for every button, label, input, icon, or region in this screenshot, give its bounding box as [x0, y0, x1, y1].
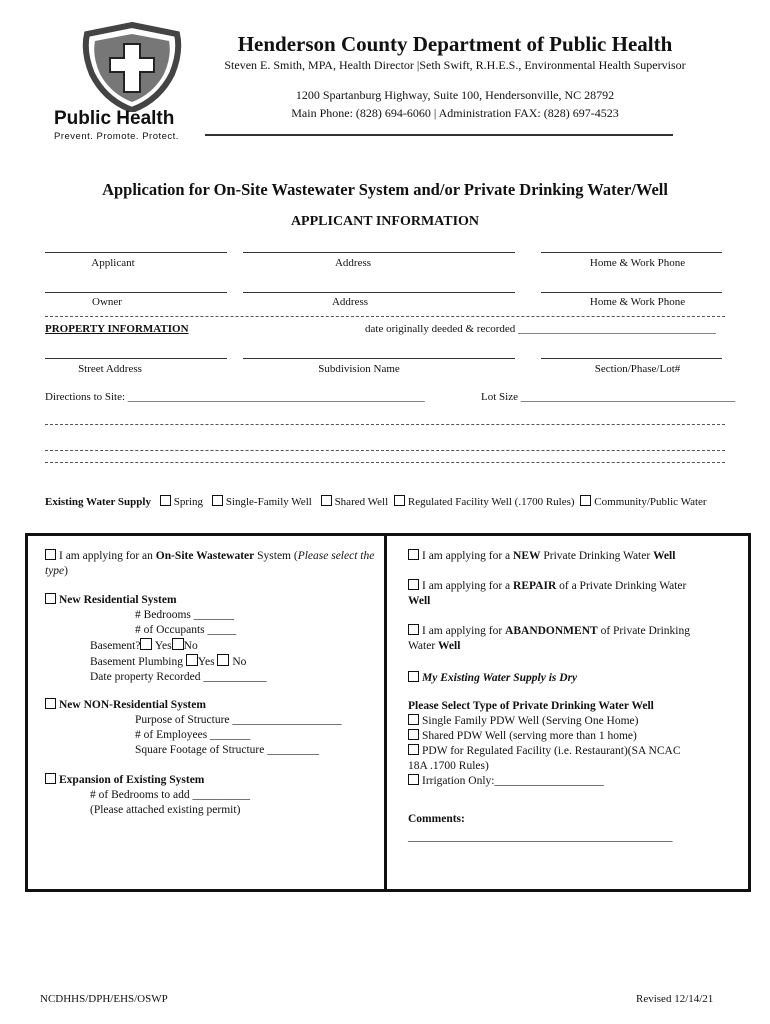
org-title: Henderson County Department of Public Health	[237, 32, 673, 56]
basement-yes-checkbox[interactable]	[140, 638, 152, 650]
community-water-checkbox[interactable]	[580, 495, 591, 506]
abandon-option	[408, 624, 728, 654]
logo-text: Public Health	[54, 108, 175, 129]
occupants-field[interactable]: # of Occupants _____	[135, 624, 237, 636]
select-type-heading: Please Select Type of Private Drinking Water Well	[408, 700, 654, 712]
public-health-logo	[52, 22, 192, 142]
street-address-text: 1200 Spartanburg Highway, Suite 100, Hendersonville, NC 28792	[295, 88, 615, 102]
shield-cross-icon	[77, 22, 187, 112]
owner-phone-field[interactable]	[541, 292, 722, 293]
new-well-option	[408, 549, 728, 564]
single-family-pdw-checkbox[interactable]	[408, 714, 419, 725]
subdivision-field[interactable]	[243, 358, 515, 359]
left-column	[45, 549, 375, 818]
lot-size-field[interactable]: Lot Size _______________________________________	[481, 391, 736, 403]
regulated-pdw-label: PDW for Regulated Facility (i.e. Restaurant)(SA NCAC	[422, 745, 681, 757]
type-option-4	[408, 774, 728, 789]
box-divider	[384, 533, 387, 892]
abandon-post: of Private Drinking	[597, 625, 690, 637]
new-nonresidential-label: New NON-Residential System	[59, 699, 206, 711]
shared-well-checkbox[interactable]	[321, 495, 332, 506]
owner-phone-label: Home & Work Phone	[589, 296, 686, 308]
logo-tagline: Prevent. Promote. Protect.	[54, 131, 179, 142]
org-address	[205, 86, 705, 122]
abandon-well: Well	[438, 640, 461, 652]
sqft-field[interactable]: Square Footage of Structure _________	[135, 744, 319, 756]
applicant-address-field[interactable]	[243, 252, 515, 253]
onsite-text-post: System (	[254, 550, 298, 562]
new-well-well: Well	[653, 550, 676, 562]
plumbing-yes-label: Yes	[197, 656, 215, 668]
shared-pdw-label: Shared PDW Well (serving more than 1 home)	[422, 730, 637, 742]
type-option-1	[408, 714, 728, 729]
onsite-text-italic: Please select the type	[45, 550, 375, 577]
single-family-pdw-label: Single Family PDW Well (Serving One Home)	[422, 715, 639, 727]
dry-checkbox[interactable]	[408, 671, 419, 682]
separator	[45, 316, 725, 317]
phone-label: Home & Work Phone	[589, 257, 686, 269]
section-lot-field[interactable]	[541, 358, 722, 359]
owner-address-label: Address	[331, 296, 369, 308]
address-label: Address	[334, 257, 372, 269]
section-label: Section/Phase/Lot#	[594, 363, 681, 375]
onsite-option	[45, 549, 375, 579]
dry-label: My Existing Water Supply is Dry	[422, 672, 578, 684]
street-label: Street Address	[78, 363, 142, 375]
expansion-label: Expansion of Existing System	[59, 774, 205, 786]
basement-plumbing-label: Basement Plumbing	[90, 656, 183, 668]
basement-row	[45, 638, 375, 654]
subdivision-label: Subdivision Name	[318, 363, 400, 375]
water-supply-row	[45, 495, 707, 508]
repair-pre: I am applying for a	[422, 580, 514, 592]
plumbing-no-checkbox[interactable]	[217, 654, 229, 666]
attach-permit-note: (Please attached existing permit)	[90, 804, 241, 816]
irrigation-checkbox[interactable]	[408, 774, 419, 785]
regulated-pdw-checkbox[interactable]	[408, 744, 419, 755]
new-well-mid: Private Drinking Water	[540, 550, 654, 562]
repair-post: of a Private Drinking Water	[556, 580, 687, 592]
applicant-phone-field[interactable]	[541, 252, 722, 253]
directions-field[interactable]: Directions to Site: ______________________________________________________	[45, 391, 425, 403]
type-option-3	[408, 744, 728, 759]
separator-2	[45, 462, 725, 463]
basement-no-label: No	[183, 640, 198, 652]
spring-checkbox[interactable]	[160, 495, 171, 506]
date-recorded-field[interactable]: Date property Recorded ___________	[90, 671, 267, 683]
new-residential-label: New Residential System	[59, 594, 177, 606]
officials: Steven E. Smith, MPA, Health Director |Seth Swift, R.H.E.S., Environmental Health Supervisor	[224, 58, 686, 72]
deeded-date-field[interactable]: date originally deeded & recorded ____________________________________	[365, 323, 717, 335]
new-nonresidential-checkbox[interactable]	[45, 698, 56, 709]
repair-option	[408, 579, 728, 609]
footer-code: NCDHHS/DPH/EHS/OSWP	[40, 993, 168, 1005]
abandon-line2: Water	[408, 640, 439, 652]
shared-pdw-checkbox[interactable]	[408, 729, 419, 740]
spring-label: Spring	[173, 496, 204, 508]
applicant-heading: APPLICANT INFORMATION	[290, 214, 480, 229]
irrigation-field[interactable]: Irrigation Only:___________________	[422, 775, 604, 787]
dry-option	[408, 671, 728, 686]
purpose-field[interactable]: Purpose of Structure ___________________	[135, 714, 342, 726]
repair-well: Well	[408, 595, 431, 607]
basement-yes-label: Yes	[154, 640, 172, 652]
repair-checkbox[interactable]	[408, 579, 419, 590]
directions-line-1[interactable]	[45, 424, 725, 425]
phone-text: Main Phone: (828) 694-6060 | Administration FAX: (828) 697-4523	[291, 106, 619, 120]
comments-field[interactable]: ______________________________________________	[408, 831, 673, 843]
expansion-checkbox[interactable]	[45, 773, 56, 784]
new-well-checkbox[interactable]	[408, 549, 419, 560]
single-family-well-checkbox[interactable]	[212, 495, 223, 506]
onsite-text-pre: I am applying for an	[59, 550, 156, 562]
owner-field[interactable]	[45, 292, 227, 293]
new-residential-checkbox[interactable]	[45, 593, 56, 604]
footer-revised: Revised 12/14/21	[636, 993, 714, 1005]
plumbing-yes-checkbox[interactable]	[186, 654, 198, 666]
street-address-field[interactable]	[45, 358, 227, 359]
employees-field[interactable]: # of Employees _______	[135, 729, 251, 741]
owner-address-field[interactable]	[243, 292, 515, 293]
water-supply-label: Existing Water Supply	[45, 496, 151, 508]
onsite-text-close: )	[64, 565, 68, 577]
basement-no-checkbox[interactable]	[172, 638, 184, 650]
bedrooms-field[interactable]: # Bedrooms _______	[135, 609, 235, 621]
shared-well-label: Shared Well	[334, 496, 389, 508]
regulated-well-checkbox[interactable]	[394, 495, 405, 506]
directions-line-2[interactable]	[45, 450, 725, 451]
onsite-text-bold: On-Site Wastewater	[155, 550, 255, 562]
basement-label: Basement?	[90, 640, 141, 652]
regulated-well-label: Regulated Facility Well (.1700 Rules)	[407, 496, 575, 508]
single-family-well-label: Single-Family Well	[225, 496, 312, 508]
repair-bold: REPAIR	[513, 580, 557, 592]
abandon-checkbox[interactable]	[408, 624, 419, 635]
applicant-field[interactable]	[45, 252, 227, 253]
bedrooms-add-field[interactable]: # of Bedrooms to add __________	[90, 789, 251, 801]
onsite-checkbox[interactable]	[45, 549, 56, 560]
header-rule	[205, 134, 673, 136]
type-option-2	[408, 729, 728, 744]
abandon-pre: I am applying for	[422, 625, 506, 637]
basement-plumbing-row	[45, 654, 375, 670]
community-water-label: Community/Public Water	[594, 496, 707, 508]
property-heading: PROPERTY INFORMATION	[45, 323, 189, 335]
new-well-pre: I am applying for a	[422, 550, 514, 562]
new-well-bold: NEW	[513, 550, 541, 562]
plumbing-no-label: No	[232, 656, 247, 668]
applicant-label: Applicant	[91, 257, 135, 269]
type-option-3-cont: 18A .1700 Rules)	[408, 760, 489, 772]
owner-label: Owner	[92, 296, 122, 308]
form-title: Application for On-Site Wastewater System and/or Private Drinking Water/Well	[102, 180, 668, 199]
abandon-bold: ABANDONMENT	[505, 625, 598, 637]
comments-label: Comments:	[408, 813, 465, 825]
right-column	[408, 549, 728, 845]
